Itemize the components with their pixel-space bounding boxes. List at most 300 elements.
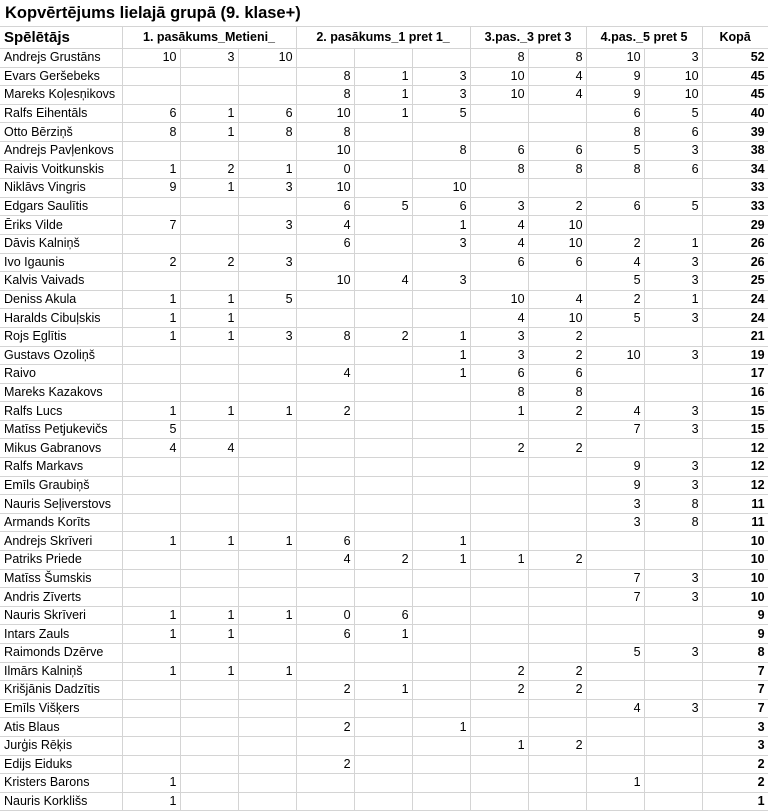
header-event-2[interactable]: 2. pasākums_1 pret 1_ xyxy=(296,27,470,49)
player-name-cell[interactable]: Jurģis Rēķis xyxy=(0,736,122,755)
player-name-cell[interactable]: Krišjānis Dadzītis xyxy=(0,681,122,700)
score-cell[interactable] xyxy=(586,755,644,774)
score-cell[interactable] xyxy=(180,551,238,570)
score-cell[interactable] xyxy=(354,402,412,421)
score-cell[interactable] xyxy=(180,365,238,384)
score-cell[interactable] xyxy=(586,383,644,402)
score-cell[interactable] xyxy=(180,476,238,495)
score-cell[interactable]: 4 xyxy=(296,216,354,235)
score-cell[interactable] xyxy=(586,681,644,700)
score-cell[interactable]: 2 xyxy=(528,439,586,458)
total-cell[interactable]: 26 xyxy=(702,253,768,272)
score-cell[interactable]: 6 xyxy=(296,197,354,216)
score-cell[interactable]: 8 xyxy=(296,123,354,142)
score-cell[interactable]: 6 xyxy=(296,234,354,253)
score-cell[interactable]: 1 xyxy=(238,532,296,551)
player-name-cell[interactable]: Otto Bērziņš xyxy=(0,123,122,142)
score-cell[interactable]: 1 xyxy=(122,160,180,179)
score-cell[interactable] xyxy=(238,439,296,458)
score-cell[interactable] xyxy=(412,160,470,179)
score-cell[interactable]: 4 xyxy=(354,272,412,291)
score-cell[interactable]: 1 xyxy=(122,792,180,811)
score-cell[interactable] xyxy=(296,774,354,793)
player-name-cell[interactable]: Ivo Igaunis xyxy=(0,253,122,272)
total-cell[interactable]: 7 xyxy=(702,699,768,718)
score-cell[interactable]: 1 xyxy=(238,662,296,681)
score-cell[interactable] xyxy=(412,309,470,328)
score-cell[interactable] xyxy=(644,736,702,755)
total-cell[interactable]: 12 xyxy=(702,458,768,477)
player-name-cell[interactable]: Matīss Šumskis xyxy=(0,569,122,588)
score-cell[interactable] xyxy=(528,179,586,198)
score-cell[interactable]: 1 xyxy=(122,606,180,625)
score-cell[interactable] xyxy=(412,792,470,811)
score-cell[interactable] xyxy=(644,532,702,551)
score-cell[interactable]: 1 xyxy=(180,104,238,123)
player-name-cell[interactable]: Andrejs Skrīveri xyxy=(0,532,122,551)
score-cell[interactable] xyxy=(354,365,412,384)
score-cell[interactable] xyxy=(122,551,180,570)
score-cell[interactable]: 6 xyxy=(238,104,296,123)
score-cell[interactable]: 1 xyxy=(470,402,528,421)
score-cell[interactable]: 1 xyxy=(412,216,470,235)
score-cell[interactable] xyxy=(528,532,586,551)
score-cell[interactable] xyxy=(354,123,412,142)
score-cell[interactable] xyxy=(180,792,238,811)
score-cell[interactable]: 1 xyxy=(180,402,238,421)
score-cell[interactable]: 8 xyxy=(470,49,528,68)
score-cell[interactable] xyxy=(644,755,702,774)
score-cell[interactable] xyxy=(528,104,586,123)
score-cell[interactable]: 1 xyxy=(238,606,296,625)
score-cell[interactable] xyxy=(412,625,470,644)
score-cell[interactable]: 1 xyxy=(354,86,412,105)
score-cell[interactable]: 10 xyxy=(470,290,528,309)
score-cell[interactable]: 0 xyxy=(296,160,354,179)
score-cell[interactable] xyxy=(238,774,296,793)
player-name-cell[interactable]: Mareks Kazakovs xyxy=(0,383,122,402)
score-cell[interactable]: 4 xyxy=(586,253,644,272)
score-cell[interactable] xyxy=(180,718,238,737)
score-cell[interactable] xyxy=(470,569,528,588)
score-cell[interactable]: 6 xyxy=(528,141,586,160)
score-cell[interactable]: 5 xyxy=(586,309,644,328)
score-cell[interactable]: 8 xyxy=(528,160,586,179)
score-cell[interactable] xyxy=(296,439,354,458)
score-cell[interactable] xyxy=(354,718,412,737)
score-cell[interactable]: 6 xyxy=(644,123,702,142)
score-cell[interactable]: 4 xyxy=(470,309,528,328)
score-cell[interactable] xyxy=(180,420,238,439)
score-cell[interactable]: 2 xyxy=(528,736,586,755)
score-cell[interactable] xyxy=(644,606,702,625)
score-cell[interactable] xyxy=(586,625,644,644)
score-cell[interactable]: 3 xyxy=(586,513,644,532)
score-cell[interactable] xyxy=(644,774,702,793)
total-cell[interactable]: 19 xyxy=(702,346,768,365)
score-cell[interactable] xyxy=(122,476,180,495)
score-cell[interactable] xyxy=(238,495,296,514)
total-cell[interactable]: 7 xyxy=(702,681,768,700)
score-cell[interactable] xyxy=(528,774,586,793)
score-cell[interactable] xyxy=(122,383,180,402)
score-cell[interactable] xyxy=(180,644,238,663)
score-cell[interactable]: 1 xyxy=(586,774,644,793)
score-cell[interactable] xyxy=(586,365,644,384)
score-cell[interactable]: 2 xyxy=(296,755,354,774)
score-cell[interactable] xyxy=(412,681,470,700)
score-cell[interactable] xyxy=(238,458,296,477)
score-cell[interactable]: 6 xyxy=(296,532,354,551)
score-cell[interactable]: 6 xyxy=(470,365,528,384)
score-cell[interactable]: 10 xyxy=(528,309,586,328)
score-cell[interactable] xyxy=(122,365,180,384)
total-cell[interactable]: 15 xyxy=(702,402,768,421)
score-cell[interactable] xyxy=(354,532,412,551)
score-cell[interactable] xyxy=(470,699,528,718)
score-cell[interactable]: 10 xyxy=(470,86,528,105)
score-cell[interactable]: 3 xyxy=(470,197,528,216)
score-cell[interactable] xyxy=(354,439,412,458)
score-cell[interactable] xyxy=(586,551,644,570)
score-cell[interactable]: 4 xyxy=(122,439,180,458)
score-cell[interactable] xyxy=(470,532,528,551)
total-cell[interactable]: 33 xyxy=(702,179,768,198)
score-cell[interactable]: 2 xyxy=(122,253,180,272)
score-cell[interactable] xyxy=(180,699,238,718)
score-cell[interactable] xyxy=(296,458,354,477)
score-cell[interactable] xyxy=(644,551,702,570)
player-name-cell[interactable]: Mikus Gabranovs xyxy=(0,439,122,458)
total-cell[interactable]: 39 xyxy=(702,123,768,142)
score-cell[interactable]: 5 xyxy=(586,644,644,663)
player-name-cell[interactable]: Rojs Eglītis xyxy=(0,327,122,346)
total-cell[interactable]: 24 xyxy=(702,309,768,328)
score-cell[interactable]: 1 xyxy=(412,718,470,737)
score-cell[interactable] xyxy=(354,290,412,309)
score-cell[interactable]: 3 xyxy=(644,458,702,477)
score-cell[interactable]: 10 xyxy=(296,272,354,291)
score-cell[interactable]: 1 xyxy=(180,625,238,644)
score-cell[interactable]: 1 xyxy=(122,532,180,551)
score-cell[interactable] xyxy=(412,662,470,681)
score-cell[interactable]: 0 xyxy=(296,606,354,625)
total-cell[interactable]: 3 xyxy=(702,736,768,755)
score-cell[interactable]: 3 xyxy=(412,67,470,86)
score-cell[interactable] xyxy=(412,123,470,142)
score-cell[interactable]: 10 xyxy=(296,141,354,160)
player-name-cell[interactable]: Emīls Graubiņš xyxy=(0,476,122,495)
score-cell[interactable]: 1 xyxy=(412,365,470,384)
score-cell[interactable] xyxy=(180,755,238,774)
total-cell[interactable]: 40 xyxy=(702,104,768,123)
score-cell[interactable] xyxy=(586,792,644,811)
score-cell[interactable]: 10 xyxy=(644,67,702,86)
score-cell[interactable]: 2 xyxy=(586,290,644,309)
header-total[interactable]: Kopā xyxy=(702,27,768,49)
score-cell[interactable]: 6 xyxy=(470,253,528,272)
score-cell[interactable]: 2 xyxy=(528,327,586,346)
score-cell[interactable] xyxy=(296,290,354,309)
score-cell[interactable] xyxy=(180,681,238,700)
score-cell[interactable]: 1 xyxy=(122,625,180,644)
score-cell[interactable] xyxy=(644,662,702,681)
score-cell[interactable] xyxy=(122,272,180,291)
total-cell[interactable]: 10 xyxy=(702,588,768,607)
player-name-cell[interactable]: Edijs Eiduks xyxy=(0,755,122,774)
score-cell[interactable] xyxy=(528,718,586,737)
player-name-cell[interactable]: Niklāvs Vingris xyxy=(0,179,122,198)
score-cell[interactable]: 4 xyxy=(470,234,528,253)
total-cell[interactable]: 45 xyxy=(702,86,768,105)
score-cell[interactable] xyxy=(122,346,180,365)
score-cell[interactable]: 1 xyxy=(354,104,412,123)
player-name-cell[interactable]: Emīls Višķers xyxy=(0,699,122,718)
score-cell[interactable] xyxy=(354,49,412,68)
score-cell[interactable]: 5 xyxy=(412,104,470,123)
score-cell[interactable] xyxy=(296,495,354,514)
score-cell[interactable] xyxy=(644,216,702,235)
score-cell[interactable]: 8 xyxy=(238,123,296,142)
score-cell[interactable]: 1 xyxy=(470,551,528,570)
score-cell[interactable] xyxy=(296,588,354,607)
score-cell[interactable] xyxy=(238,699,296,718)
player-name-cell[interactable]: Ilmārs Kalniņš xyxy=(0,662,122,681)
total-cell[interactable]: 2 xyxy=(702,755,768,774)
score-cell[interactable] xyxy=(122,458,180,477)
score-cell[interactable] xyxy=(122,699,180,718)
score-cell[interactable]: 1 xyxy=(122,309,180,328)
score-cell[interactable] xyxy=(412,420,470,439)
score-cell[interactable]: 9 xyxy=(122,179,180,198)
score-cell[interactable] xyxy=(354,234,412,253)
score-cell[interactable] xyxy=(122,588,180,607)
score-cell[interactable] xyxy=(122,569,180,588)
score-cell[interactable]: 1 xyxy=(644,290,702,309)
score-cell[interactable]: 1 xyxy=(354,681,412,700)
score-cell[interactable] xyxy=(180,216,238,235)
score-cell[interactable]: 3 xyxy=(644,272,702,291)
player-name-cell[interactable]: Ēriks Vilde xyxy=(0,216,122,235)
score-cell[interactable] xyxy=(296,792,354,811)
score-cell[interactable] xyxy=(180,569,238,588)
score-cell[interactable]: 3 xyxy=(586,495,644,514)
score-cell[interactable]: 3 xyxy=(470,346,528,365)
score-cell[interactable]: 8 xyxy=(586,123,644,142)
total-cell[interactable]: 3 xyxy=(702,718,768,737)
score-cell[interactable]: 10 xyxy=(296,179,354,198)
score-cell[interactable] xyxy=(354,588,412,607)
score-cell[interactable]: 9 xyxy=(586,458,644,477)
score-cell[interactable] xyxy=(528,513,586,532)
score-cell[interactable] xyxy=(412,476,470,495)
score-cell[interactable]: 5 xyxy=(122,420,180,439)
score-cell[interactable]: 1 xyxy=(122,290,180,309)
player-name-cell[interactable]: Evars Geršebeks xyxy=(0,67,122,86)
total-cell[interactable]: 12 xyxy=(702,476,768,495)
score-cell[interactable] xyxy=(470,755,528,774)
score-cell[interactable] xyxy=(528,569,586,588)
score-cell[interactable] xyxy=(528,792,586,811)
score-cell[interactable] xyxy=(238,644,296,663)
score-cell[interactable]: 10 xyxy=(470,67,528,86)
score-cell[interactable]: 1 xyxy=(180,309,238,328)
score-cell[interactable] xyxy=(586,606,644,625)
score-cell[interactable]: 8 xyxy=(412,141,470,160)
score-cell[interactable]: 3 xyxy=(644,141,702,160)
player-name-cell[interactable]: Nauris Korklišs xyxy=(0,792,122,811)
score-cell[interactable]: 1 xyxy=(470,736,528,755)
score-cell[interactable]: 2 xyxy=(354,327,412,346)
total-cell[interactable]: 33 xyxy=(702,197,768,216)
player-name-cell[interactable]: Kristers Barons xyxy=(0,774,122,793)
score-cell[interactable] xyxy=(586,662,644,681)
score-cell[interactable]: 4 xyxy=(296,551,354,570)
score-cell[interactable] xyxy=(412,402,470,421)
score-cell[interactable] xyxy=(354,513,412,532)
score-cell[interactable] xyxy=(238,383,296,402)
total-cell[interactable]: 8 xyxy=(702,644,768,663)
score-cell[interactable] xyxy=(644,681,702,700)
score-cell[interactable]: 8 xyxy=(296,86,354,105)
total-cell[interactable]: 12 xyxy=(702,439,768,458)
score-cell[interactable] xyxy=(122,197,180,216)
score-cell[interactable] xyxy=(412,774,470,793)
score-cell[interactable] xyxy=(644,718,702,737)
score-cell[interactable] xyxy=(354,420,412,439)
score-cell[interactable]: 1 xyxy=(644,234,702,253)
score-cell[interactable] xyxy=(180,86,238,105)
score-cell[interactable] xyxy=(412,736,470,755)
player-name-cell[interactable]: Andris Zīverts xyxy=(0,588,122,607)
score-cell[interactable]: 8 xyxy=(586,160,644,179)
score-cell[interactable] xyxy=(528,123,586,142)
total-cell[interactable]: 15 xyxy=(702,420,768,439)
score-cell[interactable]: 8 xyxy=(644,495,702,514)
score-cell[interactable] xyxy=(644,625,702,644)
score-cell[interactable] xyxy=(354,179,412,198)
score-cell[interactable]: 3 xyxy=(644,309,702,328)
score-cell[interactable] xyxy=(470,606,528,625)
score-cell[interactable] xyxy=(238,718,296,737)
score-cell[interactable] xyxy=(296,49,354,68)
total-cell[interactable]: 11 xyxy=(702,513,768,532)
score-cell[interactable] xyxy=(644,179,702,198)
player-name-cell[interactable]: Edgars Saulītis xyxy=(0,197,122,216)
score-cell[interactable]: 1 xyxy=(122,402,180,421)
score-cell[interactable] xyxy=(412,253,470,272)
player-name-cell[interactable]: Matīss Petjukevičs xyxy=(0,420,122,439)
score-cell[interactable]: 10 xyxy=(238,49,296,68)
score-cell[interactable]: 1 xyxy=(412,532,470,551)
score-cell[interactable] xyxy=(354,383,412,402)
score-cell[interactable]: 2 xyxy=(528,662,586,681)
score-cell[interactable] xyxy=(354,774,412,793)
player-name-cell[interactable]: Raimonds Dzērve xyxy=(0,644,122,663)
score-cell[interactable] xyxy=(354,476,412,495)
score-cell[interactable] xyxy=(238,625,296,644)
score-cell[interactable] xyxy=(528,495,586,514)
score-cell[interactable] xyxy=(470,588,528,607)
score-cell[interactable] xyxy=(296,662,354,681)
score-cell[interactable] xyxy=(412,49,470,68)
score-cell[interactable]: 4 xyxy=(586,402,644,421)
score-cell[interactable]: 3 xyxy=(238,179,296,198)
score-cell[interactable] xyxy=(238,86,296,105)
score-cell[interactable] xyxy=(122,718,180,737)
score-cell[interactable]: 1 xyxy=(412,327,470,346)
score-cell[interactable]: 6 xyxy=(644,160,702,179)
score-cell[interactable] xyxy=(412,755,470,774)
score-cell[interactable]: 1 xyxy=(180,532,238,551)
player-name-cell[interactable]: Raivo xyxy=(0,365,122,384)
score-cell[interactable]: 1 xyxy=(354,67,412,86)
score-cell[interactable]: 7 xyxy=(586,420,644,439)
player-name-cell[interactable]: Andrejs Grustāns xyxy=(0,49,122,68)
score-cell[interactable] xyxy=(528,606,586,625)
score-cell[interactable] xyxy=(354,495,412,514)
score-cell[interactable] xyxy=(470,625,528,644)
score-cell[interactable] xyxy=(238,365,296,384)
score-cell[interactable] xyxy=(470,792,528,811)
score-cell[interactable]: 8 xyxy=(644,513,702,532)
total-cell[interactable]: 1 xyxy=(702,792,768,811)
score-cell[interactable] xyxy=(296,569,354,588)
total-cell[interactable]: 24 xyxy=(702,290,768,309)
score-cell[interactable] xyxy=(238,476,296,495)
score-cell[interactable]: 1 xyxy=(180,179,238,198)
score-cell[interactable]: 2 xyxy=(528,402,586,421)
player-name-cell[interactable]: Ralfs Markavs xyxy=(0,458,122,477)
header-event-1[interactable]: 1. pasākums_Metieni_ xyxy=(122,27,296,49)
score-cell[interactable]: 1 xyxy=(412,346,470,365)
score-cell[interactable] xyxy=(354,309,412,328)
score-cell[interactable] xyxy=(238,309,296,328)
player-name-cell[interactable]: Deniss Akula xyxy=(0,290,122,309)
total-cell[interactable]: 2 xyxy=(702,774,768,793)
score-cell[interactable] xyxy=(122,513,180,532)
score-cell[interactable] xyxy=(296,736,354,755)
score-cell[interactable]: 3 xyxy=(238,253,296,272)
score-cell[interactable] xyxy=(122,67,180,86)
score-cell[interactable]: 8 xyxy=(528,383,586,402)
score-cell[interactable] xyxy=(238,513,296,532)
score-cell[interactable] xyxy=(470,476,528,495)
score-cell[interactable] xyxy=(644,439,702,458)
score-cell[interactable]: 6 xyxy=(122,104,180,123)
player-name-cell[interactable]: Intars Zauls xyxy=(0,625,122,644)
score-cell[interactable]: 2 xyxy=(528,681,586,700)
player-name-cell[interactable]: Nauris Skrīveri xyxy=(0,606,122,625)
score-cell[interactable] xyxy=(412,495,470,514)
score-cell[interactable]: 8 xyxy=(296,67,354,86)
score-cell[interactable]: 1 xyxy=(180,290,238,309)
score-cell[interactable] xyxy=(586,327,644,346)
score-cell[interactable] xyxy=(238,67,296,86)
score-cell[interactable] xyxy=(470,458,528,477)
score-cell[interactable]: 10 xyxy=(528,234,586,253)
score-cell[interactable] xyxy=(354,569,412,588)
score-cell[interactable] xyxy=(238,234,296,253)
score-cell[interactable] xyxy=(412,588,470,607)
score-cell[interactable]: 2 xyxy=(180,253,238,272)
score-cell[interactable] xyxy=(412,644,470,663)
score-cell[interactable] xyxy=(528,755,586,774)
score-cell[interactable]: 2 xyxy=(296,402,354,421)
score-cell[interactable]: 4 xyxy=(470,216,528,235)
score-cell[interactable] xyxy=(412,290,470,309)
score-cell[interactable] xyxy=(586,718,644,737)
